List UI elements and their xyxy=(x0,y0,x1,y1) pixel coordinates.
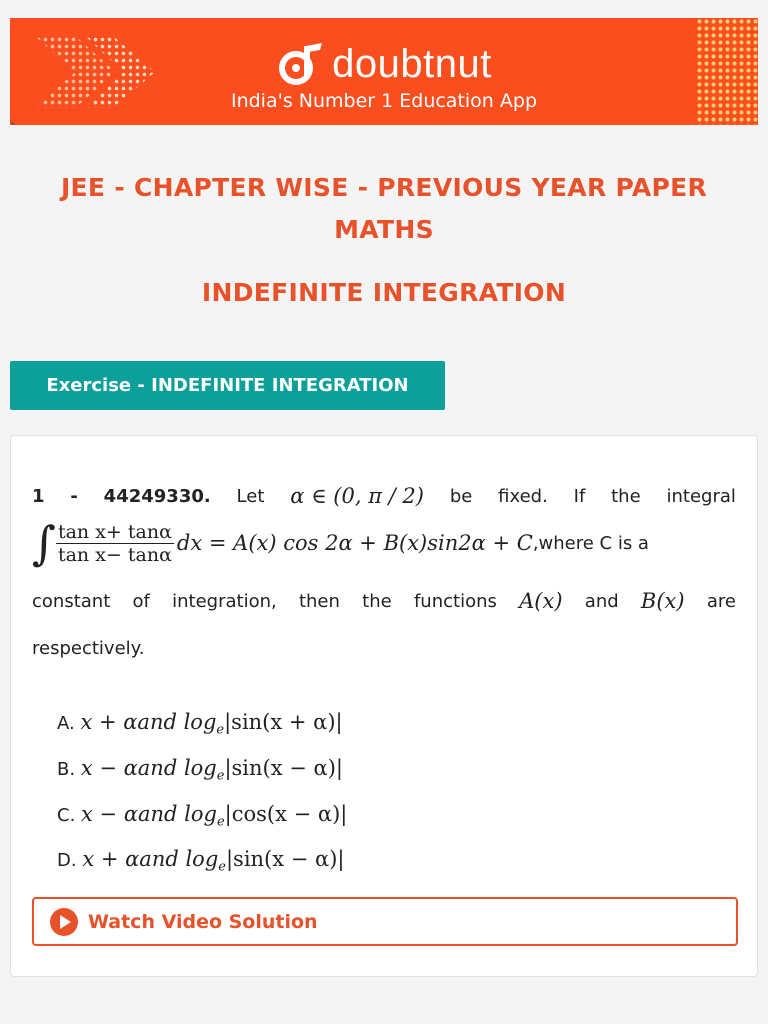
text: integration, xyxy=(172,590,277,612)
subject-title: MATHS xyxy=(334,215,434,244)
option-subscript: e xyxy=(218,859,226,875)
function-a: A(x) xyxy=(519,589,563,613)
logo[interactable] xyxy=(10,40,758,88)
option-b[interactable] xyxy=(57,756,343,784)
text: ,where C is a xyxy=(532,532,649,554)
option-label: B. xyxy=(57,759,76,780)
function-b: B(x) xyxy=(640,589,685,613)
option-subscript: e xyxy=(216,722,225,738)
text: integral xyxy=(666,485,736,507)
exercise-tab[interactable]: Exercise - INDEFINITE INTEGRATION xyxy=(10,361,445,410)
question-number: 1 xyxy=(32,485,45,507)
option-expression-tail: |cos(x − α)| xyxy=(224,802,348,826)
watch-video-label: Watch Video Solution xyxy=(88,910,318,933)
text: fixed. xyxy=(498,485,548,507)
watch-video-solution-button[interactable] xyxy=(32,897,738,946)
option-expression-tail: |sin(x + α)| xyxy=(224,710,343,734)
chapter-title: INDEFINITE INTEGRATION xyxy=(201,278,567,307)
option-a[interactable] xyxy=(57,710,343,738)
option-c[interactable] xyxy=(57,802,347,830)
option-expression: x − αand log xyxy=(80,756,217,780)
question-line-4: respectively. xyxy=(32,638,145,659)
integral-sign-icon: ∫ xyxy=(32,516,56,570)
doubtnut-logo-icon xyxy=(276,40,324,88)
option-subscript: e xyxy=(216,768,225,784)
text: If xyxy=(573,485,586,507)
text: be xyxy=(449,485,473,507)
option-d[interactable] xyxy=(57,847,345,875)
option-expression-tail: |sin(x − α)| xyxy=(225,847,345,871)
question-line-2 xyxy=(32,516,736,570)
option-expression: x − αand log xyxy=(81,802,217,826)
tagline: India's Number 1 Education App xyxy=(230,90,538,112)
brand-name: doubtnut xyxy=(332,41,492,86)
text: functions xyxy=(413,590,497,612)
text: constant xyxy=(32,590,111,612)
integrand-fraction xyxy=(56,521,174,566)
text: then xyxy=(298,590,340,612)
question-line-1 xyxy=(32,484,736,508)
option-expression: x + αand log xyxy=(80,710,217,734)
option-expression-tail: |sin(x − α)| xyxy=(224,756,343,780)
option-label: C. xyxy=(57,805,76,826)
option-expression: x + αand log xyxy=(82,847,219,871)
fraction-numerator: tan x+ tanα xyxy=(57,520,172,543)
stray-mark: ` xyxy=(10,122,17,138)
text: and xyxy=(584,590,619,612)
question-dash: - xyxy=(70,485,78,507)
question-line-3 xyxy=(32,589,736,613)
header-banner xyxy=(10,18,758,125)
option-subscript: e xyxy=(216,814,225,830)
text: are xyxy=(706,590,736,612)
question-id: 44249330. xyxy=(103,485,211,507)
text: of xyxy=(132,590,150,612)
equation-rhs: dx = A(x) cos 2α + B(x)sin2α + C xyxy=(176,531,533,555)
fraction-denominator: tan x− tanα xyxy=(57,543,172,566)
page-title: JEE - CHAPTER WISE - PREVIOUS YEAR PAPER xyxy=(60,173,708,202)
option-label: D. xyxy=(57,850,77,871)
text: Let xyxy=(236,485,265,507)
text: the xyxy=(362,590,392,612)
question-card xyxy=(10,435,758,977)
play-icon xyxy=(50,908,78,936)
alpha-domain: α ∈ (0, π / 2) xyxy=(290,484,424,508)
option-label: A. xyxy=(57,713,75,734)
text: the xyxy=(611,485,641,507)
